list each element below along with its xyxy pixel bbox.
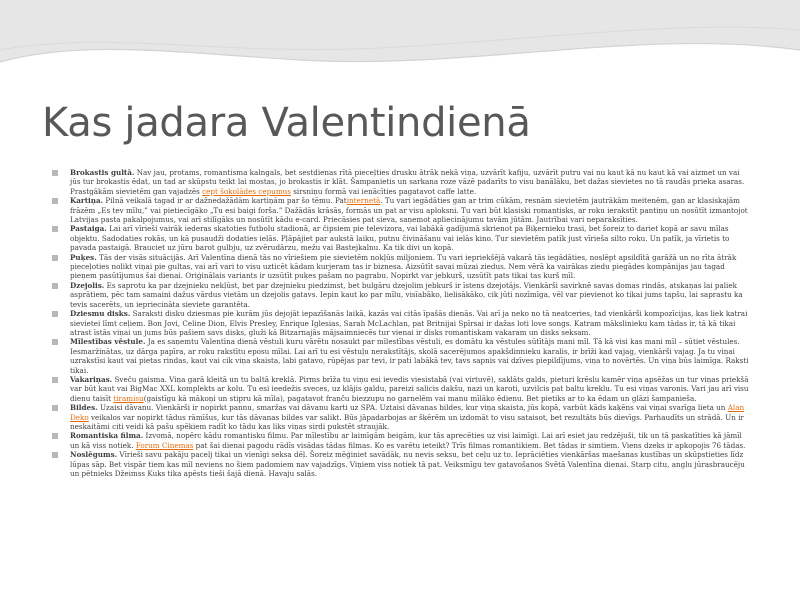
bullet-link[interactable]: cept šokolādes cepumus [202, 186, 291, 196]
bullet-link[interactable]: tiramisu [113, 393, 144, 403]
bullet-text: Izvomā, nopērc kādu romantisku filmu. Par mīlestību ar laimīgām beigām, kur tās aprecēties uz visi laimīgi. Lai arī esiet jau redzējuši, tik un tā paskatīties kā jāmīl un kā viss notiek. [70, 431, 742, 450]
bullet-text: Uzaisi dāvanu. Vienkārši ir nopirkt pannu, smaržas vai dāvanu karti uz SPA. Uztaisi dāvanas bildes, kur viņa skaista, jūs kopā, varbūt kāds kaķēns vai viņai svarīga lieta un [97, 403, 728, 413]
bullet-square-icon [52, 170, 58, 176]
bullet-item [48, 224, 752, 252]
bullet-lead: Dziesmu disks. [70, 309, 131, 319]
bullet-text-tail: . Tu vari iegādāties gan ar trim cūkām, resnām sievietēm jautrākām meitenēm, gan ar klasiskajām frāzēm „Es tev mīlu,” vai pietiecīgāko „Tu esi baigi forša.” Dažādās krāsās, formās un pat ar visu aploksni. Tu vari būt klasiski romantisks, ar roku ierakstīt pantiņu un nosūtīt izmantojot Latvijas pasta pakalpojumus, vai arī stilīgāks un nosūtīt kādu e-card. Priecāsies pat sieva, saņemot apliecinājumu tavām jūtām. Jautrībai vari neparaksīties. [70, 196, 748, 225]
bullet-lead: Bildes. [70, 403, 98, 413]
bullet-square-icon [52, 226, 58, 232]
bullet-square-icon [52, 283, 58, 289]
bullet-square-icon [52, 198, 58, 204]
slide-title: Kas jadara Valentindienā [42, 100, 531, 146]
bullet-item [48, 403, 752, 431]
bullet-text: Sveču gaisma. Viņa garā kleitā un tu baltā kreklā. Pirms brīža tu viņu esi ievedis viesistabā (vai virtuvē), saklāts galds, pieturi krēslu kamēr viņa apsēžas un tur viņas priekšā var būt kaut vai BigMac XXL komplekts ar kolu. Tu esi ieedežis sveces, uz klājis galdu, pareizi salicis dakšu, nazi un karoti, uzvilcis pat baltu kreklu. Tu esi viņas varonis. Vari jau arī visu dienu taisīt [70, 374, 749, 403]
bullet-text-tail: sirsniņu formā vai ienācīties pagatavot caffe latte. [290, 186, 477, 196]
bullet-square-icon [52, 255, 58, 261]
bullet-lead: Pastaiga. [70, 224, 107, 234]
bullet-link[interactable]: Alan Deko [70, 403, 745, 422]
bullet-text: Es saprotu ka par dzejnieku nekļūst, bet par dzejnieku piedzimst, bet bulgāru dzejolim jebkurš ir īstens dzejotājs. Vienkārši savirknē savas domas rindās, atskaņas lai paliek asprātiem, pēc tam samaini dažus vārdus vietām un dzejolis gatavs. Iepin kaut ko par mīlu, visīabāko, lielisākāko, cik jūti nozīmīga, vēl var pievienot ko tikai jums tapšu, lai saprastu ka tevis sacerēts, un iepriecināta sieviete garantēta. [70, 280, 743, 309]
bullet-lead: Mīlestības vēstule. [70, 337, 146, 347]
bullet-item [48, 168, 752, 196]
bullet-item [48, 431, 752, 450]
bullet-item [48, 196, 752, 224]
bullet-lead: Vakariņas. [70, 374, 113, 384]
bullet-text: Tās der visās situācijās. Arī Valentīna dienā tās no vīriešiem pie sievietēm nokļūs miljoniem. Tu vari iepriekšējā vakarā tās iegādāties, noslēpt apsildītā garāžā un no rīta ātrāk pieceļoties nolikt viņai pie gultas, vai arī vari to visu uzticēt kādam kurjeram tas ir biznesa. Aizsūtīt savai mūzai ziedus. Nem vērā ka vairākas ziedu piegādes kompānijas jau tagad pieņem pasūtījumus šai dienai. Oriģinālais variants ir uzsūtīt puķes pašam no pagrabu. Nopirkt var jebkurš, uzsūtīt pats tikai tas kurš mīl. [70, 252, 737, 281]
bullet-item [48, 450, 752, 478]
bullet-square-icon [52, 405, 58, 411]
bullet-text: Lai arī vīrieši vairāk iederas skatoties futbolu stadionā, ar čipsiem pie televizora, vai labākā gadījumā skrienot pa Biķernieku trasi, bet šoreiz to dariet kopā ar savu mīlas objektu. Sadodaties rokās, un kā pusaudži dodaties ielās. Pļāpājiet par aukstā laiku, putnu čivināšanu vai ielās kino. Tur sievietēm patīk just vīrieša silto roku. Un patīk, ja vīrietis to pavada pastaigā. Brauciet uz jūru barot gulbju, uz zvērudārzu, mežu vai Bastejkalnu. Ka tik divi un kopā. [70, 224, 730, 253]
bullet-lead: Puķes. [70, 252, 97, 262]
bullet-lead: Dzejolis. [70, 280, 105, 290]
bullet-square-icon [52, 311, 58, 317]
bullet-item [48, 309, 752, 337]
bullet-lead: Kartiņa. [70, 196, 104, 206]
bullet-square-icon [52, 433, 58, 439]
bullet-text: Pilnā veikalā tagad ir ar dažnedažādām kartiņām par šo tēmu. Pat [103, 196, 347, 206]
bullet-lead: Noslēgums. [70, 450, 118, 460]
bullet-text: Ja es saņemtu Valentīna dienā vēstuli kuru vārētu nosaukt par mīlestības vēstuli, es domātu ka vēstules sūtītājs mani mīl. Tā kā visi kas mani mīl – sūtiet vēstules. Iesmaržinātas, uz dārga papīra, ar roku rakstītu eposu mīlai. Lai arī tu esi vēstuļu nerakstītājs, skolā sacerējumos apakšdinnieku karalis, ir brīži kad vajag, vienkārši vajag. Ja tu viņai uzrakstīsi kaut vai pietas rindas, kaut vai cik viņa skaista, labi gatavo, rūpējas par tevi, ir pati labākā tev, tavs sapnis vai dzīves piepildījums, viņa to novērtēs. Un viņa būs laimīga. Raksti tikai. [70, 337, 749, 375]
bullet-text-tail: veikalos var nopirkt tādus rāmīšus, kur tās dāvanas bildes var salikt. Būs jāpadarbojas ar šķērēm un izdomāt to visu sataisot, bet rezultāts būs dievīgs. Parhaudīts un strādā. Un ir neskaitāmi citi veidi kā pašu spēkiem radīt ko tādu kas liks viņas sirdi pukstēt straujāk. [70, 412, 744, 431]
bullet-square-icon [52, 377, 58, 383]
bullet-text: Saraksti disku dziesmas pie kurām jūs dejojāt iepazīšanās laikā, kazās vai citās īpašās dienās. Vai arī ja neko no tā neatceries, tad vienkārši kompozīcijas, kas liek katrai sievietei līmt ceļiem. Bon Jovi, Celine Dion, Elvis Presley, Enrique Iglesias, Sarah McLachlan, pat Britnijai Spīrsai ir dažas loti love songs. Katram mākslinieku kam tādas ir, tā kā tikai atrast īstās viņai un jums būs pašiem savs disks, gluži kā Bitzarnajās mājsaimniecēs tur vienai ir disks romantiskam vakaram un disks seksam. [70, 309, 748, 337]
bullet-lead: Brokastis gultā. [70, 168, 135, 177]
bullet-link[interactable]: internetā [346, 196, 381, 206]
bullet-item [48, 253, 752, 281]
bullet-link[interactable]: Forum Cinemas [135, 440, 194, 450]
slide-content [48, 168, 752, 594]
bullet-text: Vīrieši savu pakāju pacelj tikai un vienīgi seksa dēļ. Šoreiz mēģiniet savādāk, nu nevis seksu, bet ceļu uz to. Ieprāciēties vienkāršas maešanas kustības un skūpstieties līdz lūpas sāp. Bet vispār tiem kas mīl neviens no šiem padomiem nav vajadzīgs. Viņiem viss notiek tā pat. Veiksmīgu tev gatavošanos Svētā Valentīna dienai. Starp citu, anglu jūrasbraucēju un pētnieks Džeimss Kuks tika apēsts tieši šajā dienā. Havaju salās. [70, 450, 745, 478]
bullet-item [48, 281, 752, 309]
bullet-text-tail: pat šai dienai pagodu rādīs visādas tādas filmas. Ko es varētu ieteikt? Trīs filmas romantikiem. Bet tādas ir simtiem. Viens dzeks ir apkopojis 76 tādas. [193, 440, 746, 450]
decorative-wave-header [0, 0, 800, 110]
bullet-lead: Romantiska filma. [70, 431, 144, 441]
bullet-list [48, 168, 752, 478]
bullet-text-tail: (gaistīgu kā mākoņi un stipru kā mīla), pagatavot franču biezzupu no garnelēm vai manu mīlāko ēdienu. Bet pietiks ar to ka ēdam un glāzi šampanieša. [143, 393, 697, 403]
bullet-item [48, 337, 752, 375]
bullet-square-icon [52, 339, 58, 345]
bullet-text: Nav jau, protams, romantisma kalngals, bet sestdienas rītā pieceļties drusku ātrāk nekā viņa, uzvārīt kafiju, uzvārīt putru vai nu kaut kā nu kaut kā vai aizmet un vai jūs tur brokastis ēdat, un tad ar skūpstu teikt lai mostas, jo brokastis ir klāt. Šampanietis un sarkana roze vāzē padarīts to visu banālāku, bet dažas sievietes no tā raudās prieka asaras. Prastgākām sievietēm gan vajadzēs [70, 168, 745, 196]
bullet-square-icon [52, 452, 58, 458]
bullet-item [48, 375, 752, 403]
